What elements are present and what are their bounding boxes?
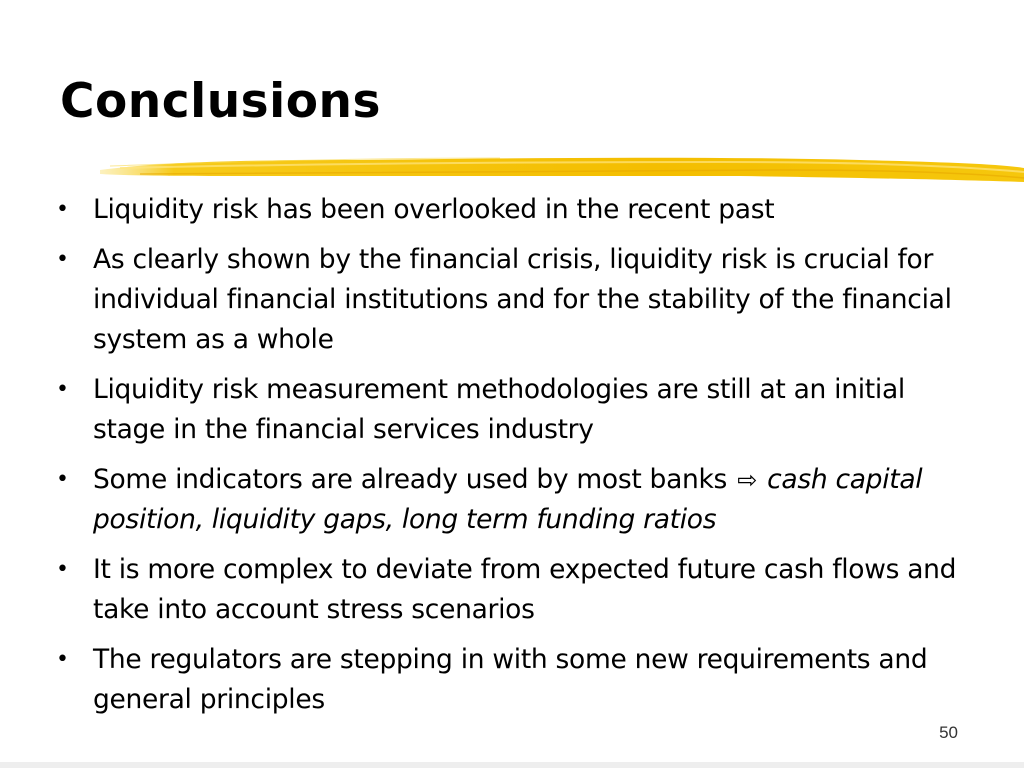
bullet-marker: • (56, 247, 69, 272)
footer-divider (0, 762, 1024, 768)
bullet-text: Liquidity risk has been overlooked in the recent past (93, 194, 775, 225)
bullet-item (52, 240, 972, 360)
bullet-marker: • (56, 377, 69, 402)
bullet-item (52, 370, 972, 450)
bullet-marker: • (56, 467, 69, 492)
bullet-item (52, 190, 972, 230)
bullet-italic-text: cash capital position, liquidity gaps, long term funding ratios (93, 464, 923, 535)
bullet-marker: • (56, 647, 69, 672)
bullet-list (52, 190, 972, 730)
bullet-text: As clearly shown by the financial crisis, liquidity risk is crucial for individual financial institutions and for the stability of the financial system as a whole (93, 244, 952, 355)
bullet-item (52, 640, 972, 720)
bullet-text: Some indicators are already used by most banks (93, 464, 728, 495)
title-underline-brushstroke (100, 148, 1024, 190)
page-number: 50 (939, 723, 958, 742)
bullet-item (52, 550, 972, 630)
bullet-text: Liquidity risk measurement methodologies are still at an initial stage in the financial services industry (93, 374, 905, 445)
bullet-marker: • (56, 557, 69, 582)
bullet-text: The regulators are stepping in with some new requirements and general principles (93, 644, 928, 715)
slide-title: Conclusions (60, 74, 381, 129)
bullet-text: It is more complex to deviate from expected future cash flows and take into account stress scenarios (93, 554, 957, 625)
bullet-marker: • (56, 197, 69, 222)
bullet-item (52, 460, 972, 540)
right-arrow-icon: ⇨ (737, 466, 757, 494)
